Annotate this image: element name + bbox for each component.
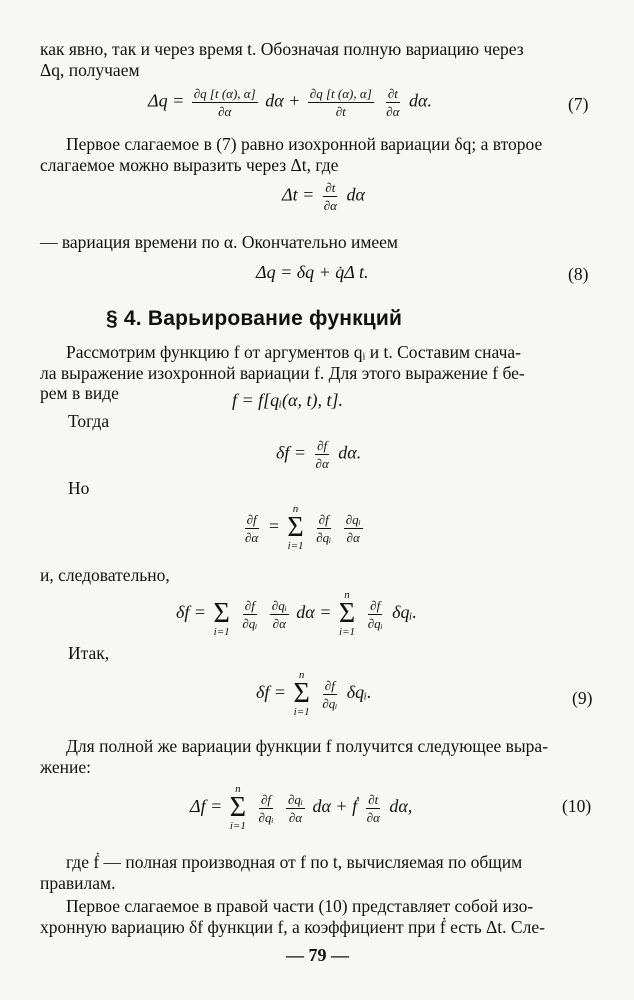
text-line: Тогда	[68, 411, 110, 431]
text-line: слагаемое можно выразить через Δt, где	[40, 155, 339, 175]
equation-delta-f-sum: δf = Σ i=1 $\frac{\partial f}{\text{∂qᵢ}}$ $\frac{\text{∂qᵢ}}{\partial\alpha}$ dα = n Σ i=1 $\frac{\partial f}{\text{∂qᵢ}}$ δqᵢ.	[176, 589, 417, 638]
text-line: Рассмотрим функцию f от аргументов qᵢ и t. Составим снача-	[66, 342, 521, 362]
text-line: — вариация времени по α. Окончательно имеем	[40, 232, 398, 252]
text-line: как явно, так и через время t. Обозначая полную вариацию через	[40, 39, 524, 59]
text-line: рем в виде	[40, 383, 119, 403]
equation-10: Δf = n Σ i=1 $\frac{\partial f}{\text{∂qᵢ}}$ $\frac{\text{∂qᵢ}}{\partial\alpha}$ dα + ḟ $\frac{\partial t}{\partial\alpha}$ dα,	[190, 783, 413, 832]
equation-df-da: $\frac{\partial f}{\partial\alpha}$ = n Σ i=1 $\frac{\partial f}{\text{∂qᵢ}}$ $\frac{\text{∂qᵢ}}{\partial\alpha}$	[245, 503, 361, 552]
equation-f-def: f = f[qᵢ(α, t), t].	[232, 390, 343, 410]
text-line: ла выражение изохронной вариации f. Для этого выражение f бе-	[40, 363, 525, 383]
equation-8: Δq = δq + q̇Δ t.	[256, 262, 369, 282]
equation-7: Δq = $\frac{\partial q [t (\alpha), \alpha]}{\partial\alpha}$ dα + $\frac{\partial q [t (\alpha), \alpha]}{\partial t}$ $\frac{\partial t}{\partial\alpha}$ dα.	[148, 86, 432, 119]
text-line: Δq, получаем	[40, 60, 140, 80]
equation-number: (9)	[572, 688, 593, 708]
text-line: Первое слагаемое в правой части (10) представляет собой изо-	[66, 896, 534, 916]
text-line: где ḟ — полная производная от f по t, вычисляемая по общим	[66, 852, 523, 872]
equation-delta-t: Δt = $\frac{\partial t}{\partial\alpha}$ dα	[282, 180, 365, 213]
equation-number: (10)	[562, 796, 592, 816]
text-line: Первое слагаемое в (7) равно изохронной вариации δq; а второе	[66, 134, 543, 154]
text-line: Но	[68, 478, 90, 498]
section-heading: § 4. Варьирование функций	[106, 307, 403, 330]
equation-number: (7)	[568, 94, 589, 114]
text-line: правилам.	[40, 873, 116, 893]
equation-number: (8)	[568, 264, 589, 284]
text-line: хронную вариацию δf функции f, а коэффициент при ḟ есть Δt. Сле-	[40, 917, 545, 937]
text-line: Для полной же вариации функции f получится следующее выра-	[66, 736, 549, 756]
equation-delta-f: δf = $\frac{\partial f}{\partial\alpha}$ dα.	[276, 438, 362, 471]
page-number: — 79 —	[286, 945, 349, 965]
text-line: жение:	[40, 757, 91, 777]
text-line: Итак,	[68, 643, 110, 663]
text-line: и, следовательно,	[40, 565, 170, 585]
equation-9: δf = n Σ i=1 $\frac{\partial f}{\text{∂qᵢ}}$ δqᵢ.	[256, 669, 372, 718]
